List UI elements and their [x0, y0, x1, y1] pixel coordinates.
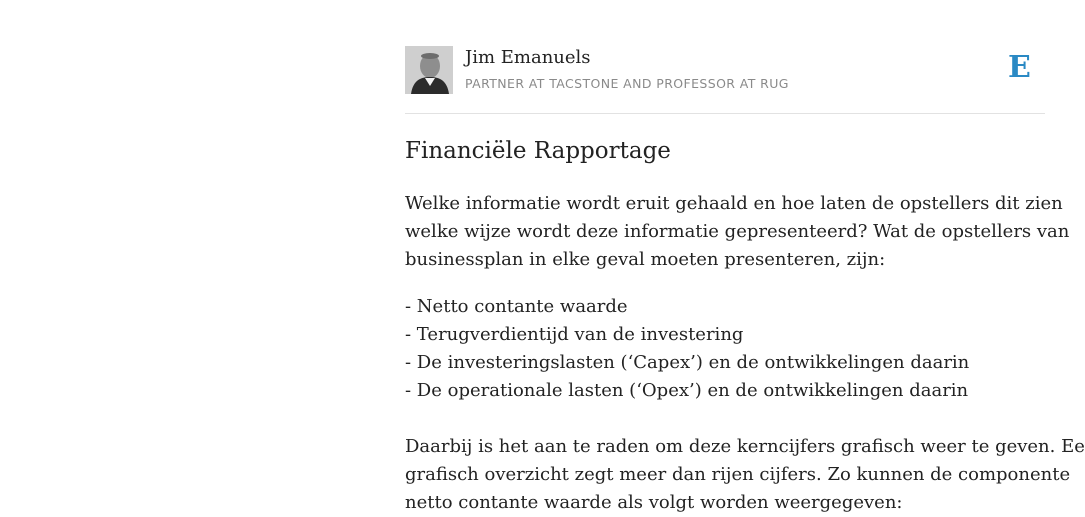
article: [405, 46, 1085, 513]
paragraph-line: welke wijze wordt deze informatie gepresenteerd? Wat de opstellers van: [405, 221, 1070, 242]
header-divider: [405, 113, 1045, 114]
author-title: PARTNER AT TACSTONE AND PROFESSOR AT RUG: [465, 76, 789, 91]
intro-paragraph: [405, 190, 1069, 274]
paragraph-line: grafisch overzicht zegt meer dan rijen cijfers. Zo kunnen de componente: [405, 464, 1071, 485]
list-item: - De investeringslasten (‘Capex’) en de ontwikkelingen daarin: [405, 352, 970, 373]
article-title: Financiële Rapportage: [405, 138, 671, 164]
site-logo[interactable]: E: [1008, 50, 1031, 85]
paragraph-line: netto contante waarde als volgt worden weergegeven:: [405, 492, 903, 513]
paragraph-line: businessplan in elke geval moeten presenteren, zijn:: [405, 249, 886, 270]
list-item: - Netto contante waarde: [405, 296, 628, 317]
paragraph-line: Welke informatie wordt eruit gehaald en hoe laten de opstellers dit zien: [405, 193, 1063, 214]
author-header: [405, 46, 1045, 96]
list-item: - De operationale lasten (‘Opex’) en de ontwikkelingen daarin: [405, 380, 969, 401]
second-paragraph: [405, 433, 1085, 517]
author-photo-icon: [405, 46, 453, 94]
list-item: - Terugverdientijd van de investering: [405, 324, 744, 345]
kpi-list: [405, 293, 969, 405]
author-avatar[interactable]: [405, 46, 453, 94]
paragraph-line: Daarbij is het aan te raden om deze kerncijfers grafisch weer te geven. Ee: [405, 436, 1085, 457]
author-name[interactable]: Jim Emanuels: [465, 47, 591, 68]
